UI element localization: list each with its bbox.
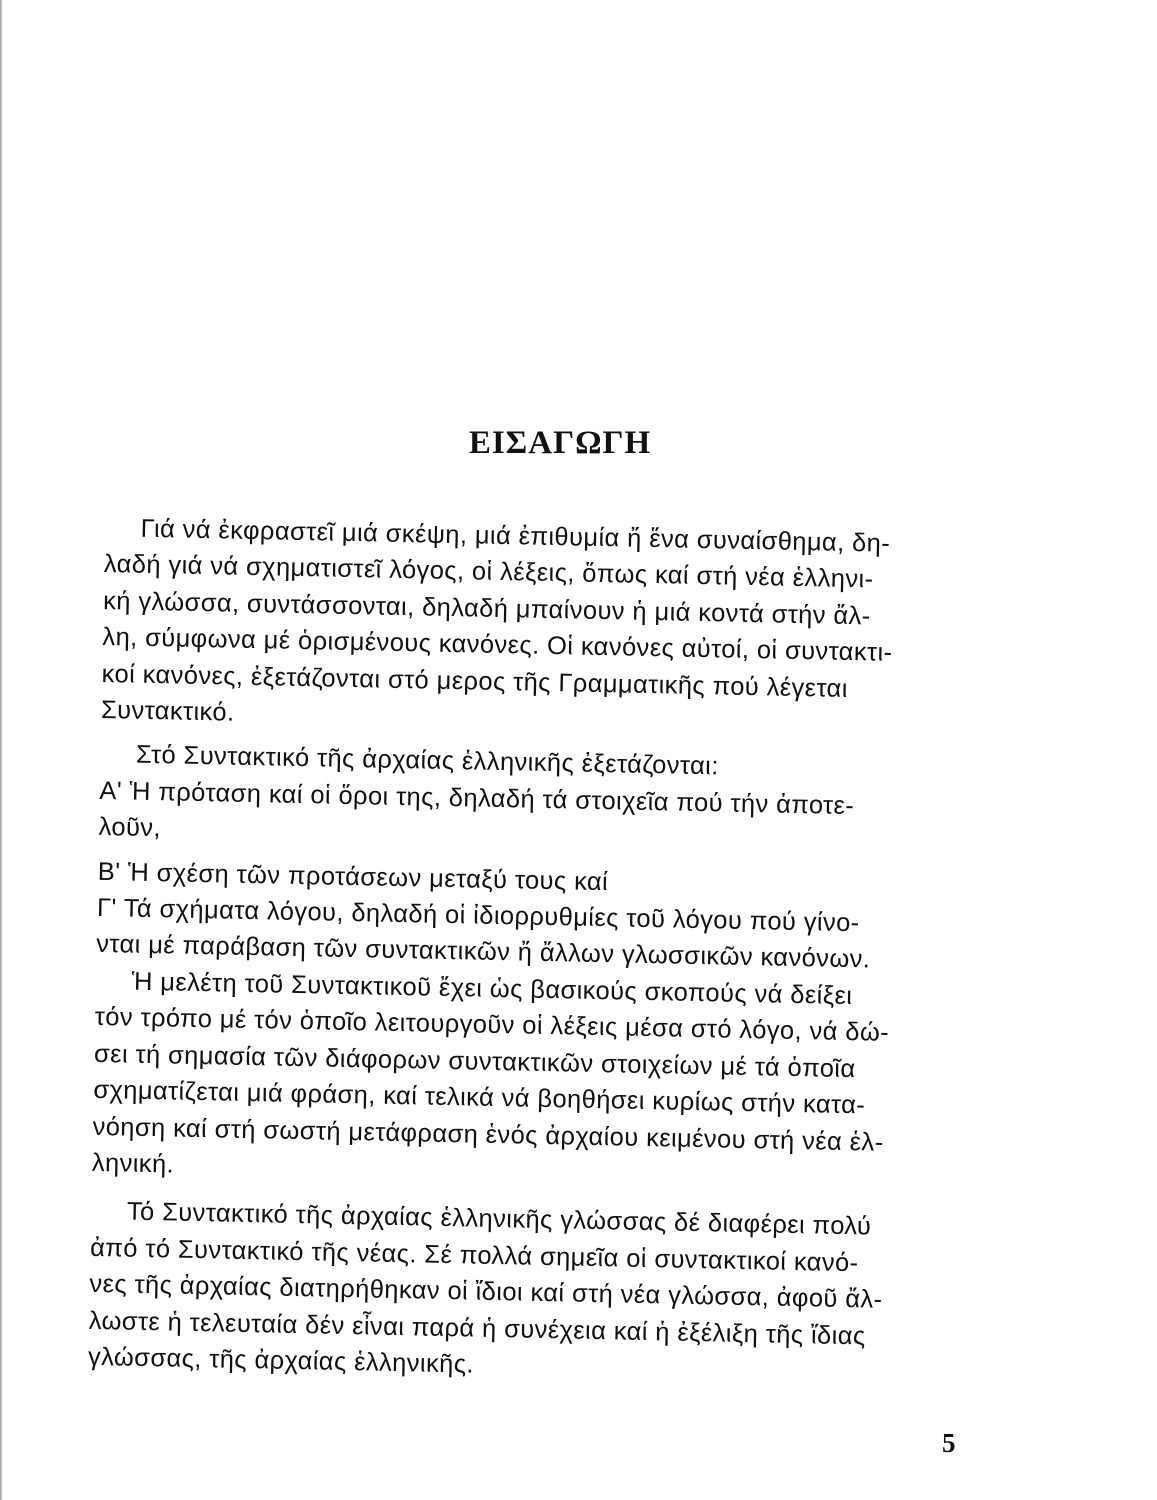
text-line: λη, σύμφωνα μέ ὁρισμένους κανόνες. Οἱ κανόνες αὐτοί, οἱ συντακτι- [102, 623, 893, 668]
page-left-edge-shadow [0, 0, 3, 1500]
text-line: γλώσσας, τῆς ἀρχαίας ἑλληνικῆς. [87, 1342, 475, 1379]
text-line: τόν τρόπο μέ τόν ὁποῖο λειτουργοῦν οἱ λέξεις μέσα στό λόγο, νά δώ- [94, 1003, 890, 1048]
text-line: Β' Ἡ σχέση τῶν προτάσεων μεταξύ τους καί [97, 857, 609, 896]
text-line: κή γλώσσα, συντάσσονται, δηλαδή μπαίνουν ἡ μιά κοντά στήν ἄλ- [102, 586, 871, 631]
text-line: Συντακτικό. [100, 695, 235, 727]
text-line: Ἡ μελέτη τοῦ Συντακτικοῦ ἔχει ὡς βασικούς σκοπούς νά δείξει [131, 967, 853, 1010]
text-line: Τό Συντακτικό τῆς ἀρχαίας ἑλληνικῆς γλώσσας δέ διαφέρει πολύ [126, 1197, 872, 1241]
text-line: νται μέ παράβαση τῶν συντακτικῶν ἤ ἄλλων γλωσσικῶν κανόνων. [95, 930, 871, 974]
text-line: λωστε ἡ τελευταία δέν εἶναι παρά ἡ συνέχεια καί ἡ ἐξέλιξη τῆς ἴδιας [88, 1306, 866, 1350]
text-line: ληνική. [91, 1148, 175, 1179]
page-number: 5 [942, 1428, 956, 1458]
text-line: λαδή γιά νά σχηματιστεῖ λόγος, οἱ λέξεις, ὅπως καί στή νέα ἑλληνι- [103, 550, 874, 594]
text-line: Α' Ἡ πρόταση καί οἱ ὅροι της, δηλαδή τά στοιχεῖα πού τήν ἀποτε- [99, 776, 855, 820]
paragraph [92, 963, 976, 1199]
list-items-b-c [96, 854, 978, 981]
chapter-title: ΕΙΣΑΓΩΓΗ [468, 425, 652, 461]
text-line: νες τῆς ἀρχαίας διατηρήθηκαν οἱ ἴδιοι καί στή νέα γλώσσα, ἀφοῦ ἄλ- [89, 1269, 883, 1314]
text-line: Στό Συντακτικό τῆς ἀρχαίας ἑλληνικῆς ἐξετάζονται: [135, 741, 720, 781]
body-text [88, 510, 985, 1393]
text-line: ἀπό τό Συντακτικό τῆς νέας. Σέ πολλά σημεῖα οἱ συντακτικοί κανό- [89, 1233, 859, 1277]
paragraph [88, 1193, 971, 1393]
text-line: σει τή σημασία τῶν διάφορων συντακτικῶν στοιχείων μέ τά ὁποῖα [93, 1039, 856, 1083]
text-line: Γ' Τά σχήματα λόγου, δηλαδή οἱ ἰδιορρυθμίες τοῦ λόγου πού γίνο- [96, 893, 860, 938]
text-line: κοί κανόνες, ἐξετάζονται στό μερος τῆς Γραμματικῆς πού λέγεται [101, 659, 849, 703]
text-line: νόηση καί στή σωστή μετάφραση ἑνός ἀρχαίου κειμένου στή νέα ἑλ- [92, 1112, 884, 1157]
text-line: λοῦν, [98, 813, 162, 843]
paragraph [101, 510, 985, 746]
text-line: σχηματίζεται μιά φράση, καί τελικά νά βοηθήσει κυρίως στήν κατα- [93, 1075, 866, 1120]
text-line: Γιά νά ἐκφραστεῖ μιά σκέψη, μιά ἐπιθυμία ἤ ἕνα συναίσθημα, δη- [140, 514, 891, 558]
